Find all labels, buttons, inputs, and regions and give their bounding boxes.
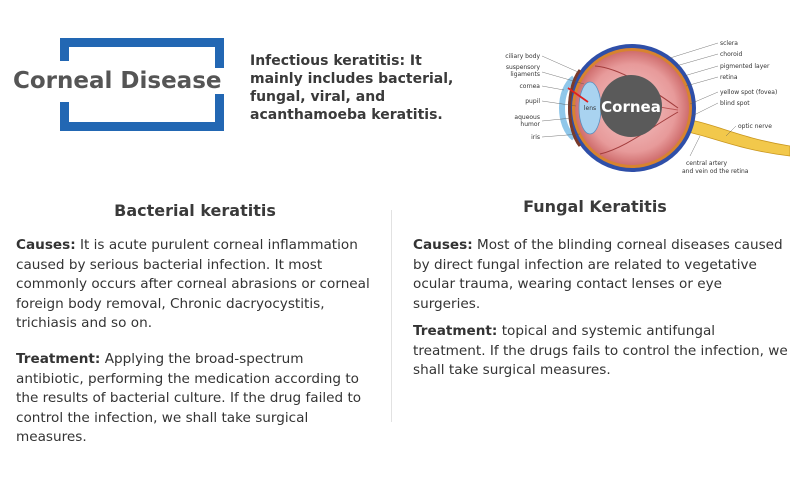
label-aqueous: aqueous xyxy=(514,114,540,121)
label-central-artery: central artery xyxy=(686,160,728,167)
label-ligaments: ligaments xyxy=(510,71,540,78)
bacterial-causes-label: Causes: xyxy=(16,237,76,253)
bacterial-treatment-label: Treatment: xyxy=(16,351,101,367)
label-retina: retina xyxy=(720,74,738,81)
page-title: Corneal Disease xyxy=(10,68,224,94)
frame-top-bar xyxy=(60,38,224,47)
cornea-center-label: Cornea xyxy=(601,98,661,116)
label-pigmented-layer: pigmented layer xyxy=(720,63,770,70)
lens-label: lens xyxy=(583,105,597,112)
column-divider xyxy=(391,210,392,422)
bacterial-treatment xyxy=(16,350,372,448)
label-blind-spot: blind spot xyxy=(720,100,750,107)
bacterial-causes xyxy=(16,236,372,334)
eye-anatomy-diagram xyxy=(500,28,790,188)
label-iris: iris xyxy=(531,134,540,141)
label-ciliary-body: ciliary body xyxy=(505,53,540,60)
frame-left-top-bar xyxy=(60,38,69,61)
fungal-treatment-text: topical and systemic antifungal treatment. If the drugs fails to control the infection, we shall take surgical measures. xyxy=(413,323,788,378)
fungal-heading: Fungal Keratitis xyxy=(523,197,667,216)
bacterial-treatment-text: Applying the broad-spectrum antibiotic, performing the medication according to the results of bacterial culture. If the drug failed to control the infection, we shall take surgical measures. xyxy=(16,351,362,445)
frame-bottom-bar xyxy=(60,122,224,131)
label-choroid: choroid xyxy=(720,51,743,58)
bacterial-heading: Bacterial keratitis xyxy=(114,201,276,220)
label-humor: humor xyxy=(520,121,540,128)
fungal-causes-label: Causes: xyxy=(413,237,473,253)
label-yellow-spot: yellow spot (fovea) xyxy=(720,89,778,96)
label-pupil: pupil xyxy=(525,98,540,105)
fungal-treatment-label: Treatment: xyxy=(413,323,498,339)
bacterial-causes-text: It is acute purulent corneal inflammation caused by serious bacterial infection. It most commonly occurs after corneal abrasions or corneal foreign body removal, Chronic dacryocystitis, trichiasis and so on. xyxy=(16,237,370,331)
fungal-causes xyxy=(413,236,788,314)
label-sclera: sclera xyxy=(720,40,738,47)
label-suspensory: suspensory xyxy=(505,64,540,71)
intro-text: Infectious keratitis: It mainly includes bacterial, fungal, viral, and acanthamoeba keratitis. xyxy=(250,53,454,123)
label-cornea: cornea xyxy=(519,83,540,90)
fungal-causes-text: Most of the blinding corneal diseases caused by direct fungal infection are related to vegetative ocular trauma, wearing contact lenses or eye surgeries. xyxy=(413,237,783,312)
label-optic-nerve: optic nerve xyxy=(738,123,772,130)
frame-left-bottom-bar xyxy=(60,102,69,131)
fungal-treatment xyxy=(413,322,788,381)
label-vein-retina: and vein od the retina xyxy=(682,168,749,175)
